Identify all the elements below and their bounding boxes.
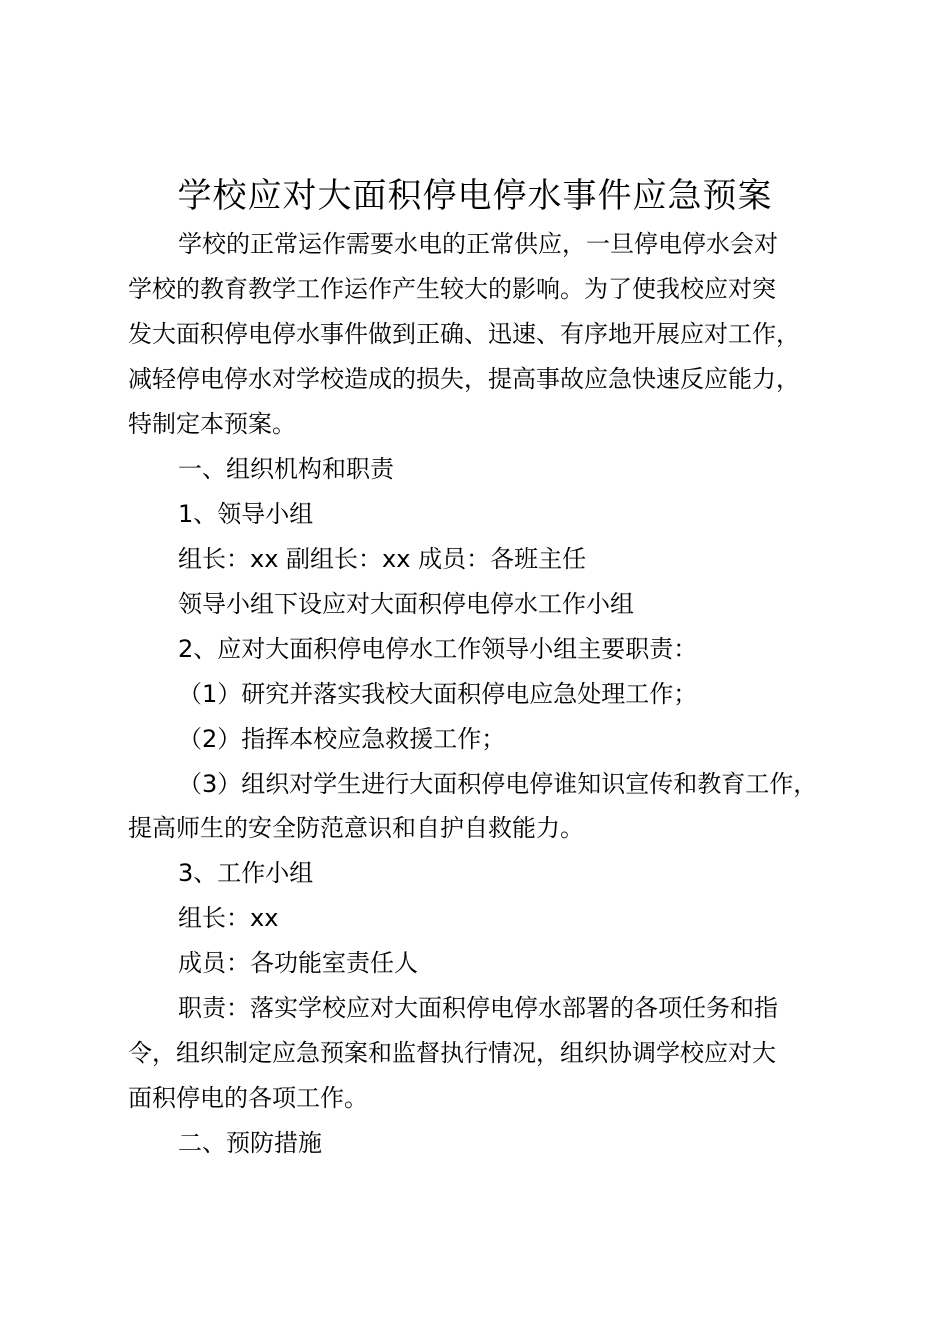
section-heading-prevention: 二、预防措施 [178, 1129, 322, 1157]
leadership-subgroup-note: 领导小组下设应对大面积停电停水工作小组 [178, 590, 634, 618]
paragraph-intro-line-4: 减轻停电停水对学校造成的损失，提高事故应急快速反应能力， [128, 365, 800, 393]
document-title: 学校应对大面积停电停水事件应急预案 [177, 176, 773, 216]
paragraph-intro-line-5: 特制定本预案。 [128, 410, 296, 438]
duty-item-3-line-1: （3）组织对学生进行大面积停电停谁知识宣传和教育工作， [178, 770, 818, 798]
paragraph-intro-line-2: 学校的教育教学工作运作产生较大的影响。为了使我校应对突 [128, 275, 776, 303]
duty-item-1: （1）研究并落实我校大面积停电应急处理工作； [178, 680, 698, 708]
subsection-leadership-duties: 2、应对大面积停电停水工作领导小组主要职责： [178, 635, 698, 663]
paragraph-intro-line-1: 学校的正常运作需要水电的正常供应，一旦停电停水会对 [178, 230, 778, 258]
paragraph-intro-line-3: 发大面积停电停水事件做到正确、迅速、有序地开展应对工作， [128, 320, 800, 348]
duty-item-2: （2）指挥本校应急救援工作； [178, 725, 506, 753]
leadership-members: 组长：xx 副组长：xx 成员：各班主任 [178, 545, 587, 573]
work-group-duties-line-1: 职责：落实学校应对大面积停电停水部署的各项任务和指 [178, 994, 778, 1022]
work-group-members: 成员：各功能室责任人 [178, 949, 418, 977]
subsection-work-group: 3、工作小组 [178, 859, 314, 887]
work-group-duties-line-2: 令，组织制定应急预案和监督执行情况，组织协调学校应对大 [128, 1039, 776, 1067]
work-group-duties-line-3: 面积停电的各项工作。 [128, 1084, 368, 1112]
duty-item-3-line-2: 提高师生的安全防范意识和自护自救能力。 [128, 814, 584, 842]
section-heading-organization: 一、组织机构和职责 [178, 455, 394, 483]
work-group-leader: 组长：xx [178, 904, 279, 932]
subsection-leadership-group: 1、领导小组 [178, 500, 314, 528]
